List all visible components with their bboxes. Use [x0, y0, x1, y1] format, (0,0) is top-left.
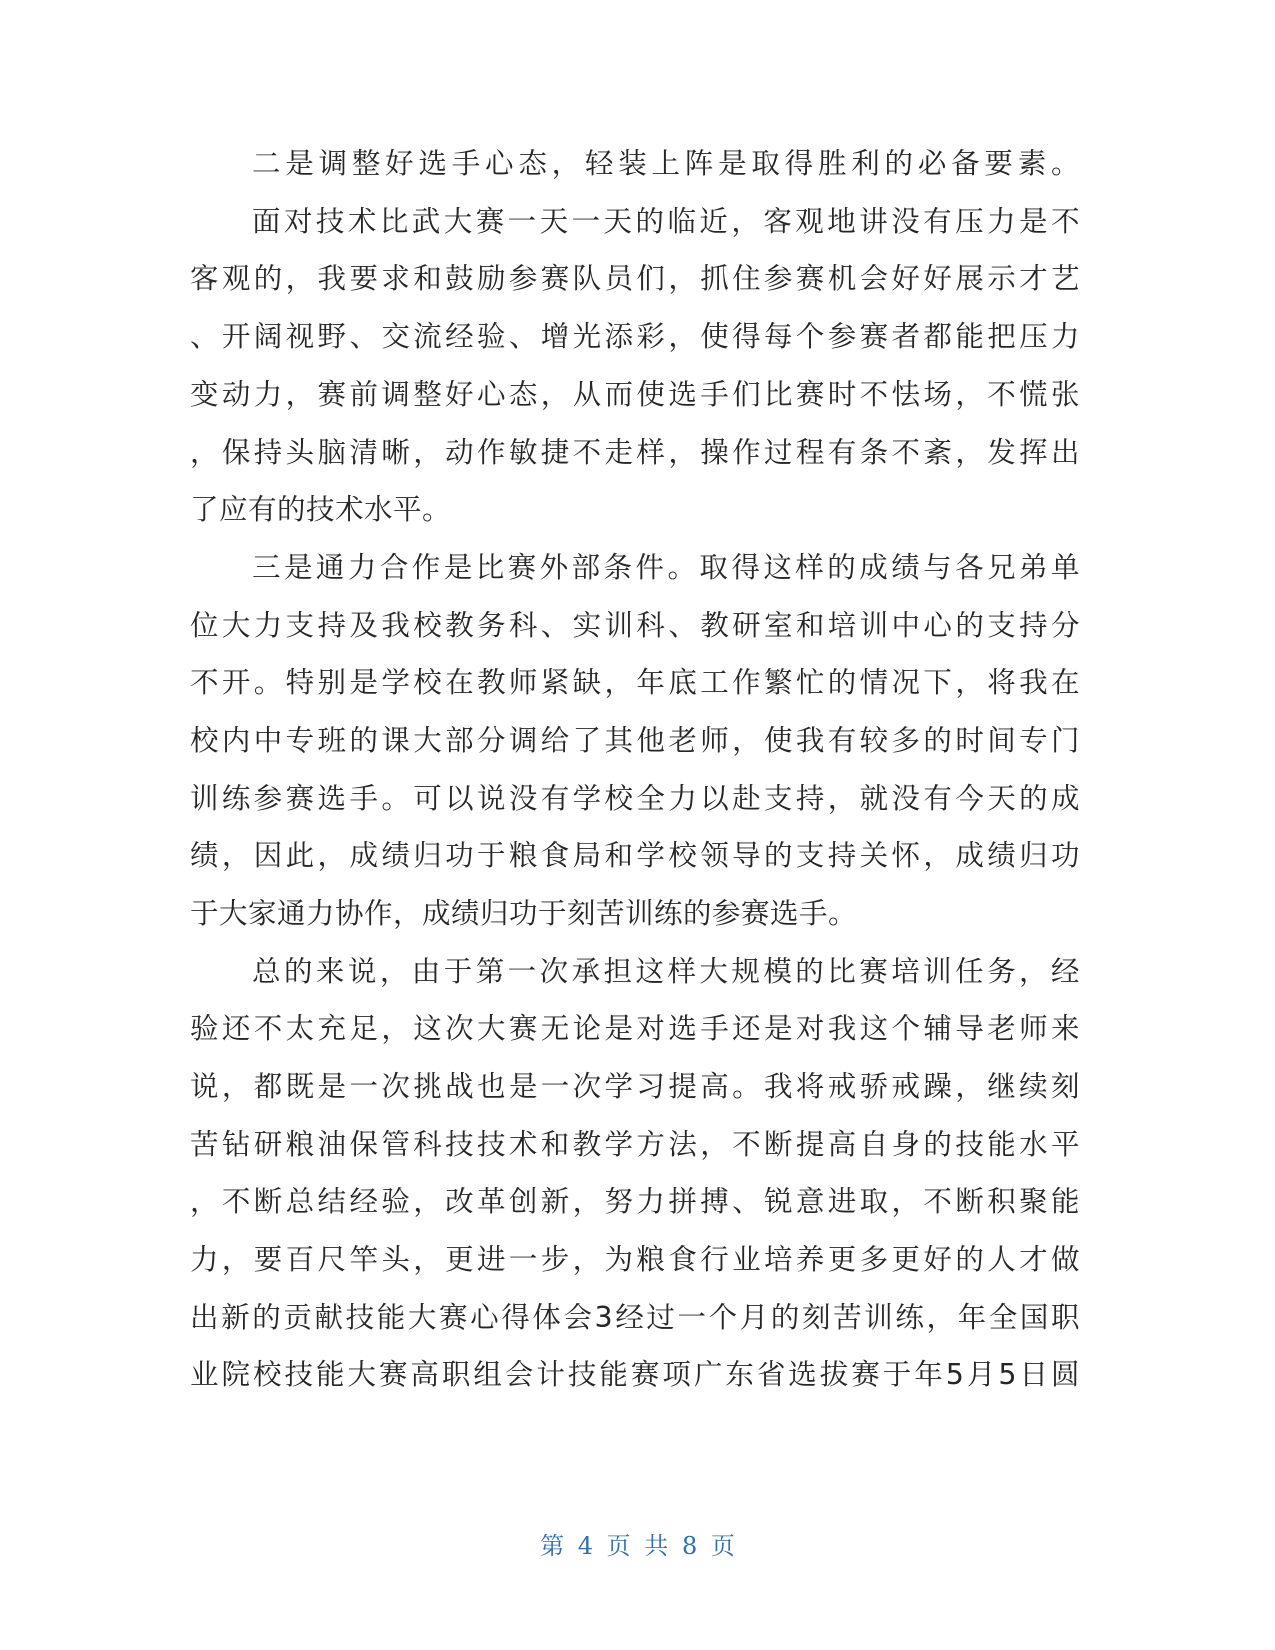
text-line: 了应有的技术水平。 [190, 493, 452, 526]
text-line: 三是通力合作是比赛外部条件。取得这样的成绩与各兄弟单 [252, 551, 1080, 584]
page-number: 第 4 页 共 8 页 [540, 1532, 735, 1560]
text-line: 训练参赛选手。可以说没有学校全力以赴支持，就没有今天的成 [190, 782, 1080, 815]
text-line: 出新的贡献技能大赛心得体会3经过一个月的刻苦训练，年全国职 [190, 1301, 1080, 1334]
text-line: 不开。特别是学校在教师紧缺，年底工作繁忙的情况下，将我在 [190, 666, 1080, 699]
text-line: 、开阔视野、交流经验、增光添彩，使得每个参赛者都能把压力 [190, 320, 1080, 353]
text-line: 校内中专班的课大部分调给了其他老师，使我有较多的时间专门 [190, 724, 1080, 757]
text-line: 验还不太充足，这次大赛无论是对选手还是对我这个辅导老师来 [190, 1012, 1080, 1045]
text-line: 二是调整好选手心态，轻装上阵是取得胜利的必备要素。 [252, 147, 1080, 180]
text-line: 说，都既是一次挑战也是一次学习提高。我将戒骄戒躁，继续刻 [190, 1070, 1080, 1103]
text-line: 面对技术比武大赛一天一天的临近，客观地讲没有压力是不 [252, 205, 1080, 238]
text-line: ，保持头脑清晰，动作敏捷不走样，操作过程有条不紊，发挥出 [190, 436, 1080, 469]
text-line: ，不断总结经验，改革创新，努力拼搏、锐意进取，不断积聚能 [190, 1185, 1080, 1218]
text-line: 总的来说，由于第一次承担这样大规模的比赛培训任务，经 [252, 955, 1080, 988]
text-line: 客观的，我要求和鼓励参赛队员们，抓住参赛机会好好展示才艺 [190, 262, 1080, 295]
text-line: 绩，因此，成绩归功于粮食局和学校领导的支持关怀，成绩归功 [190, 839, 1080, 872]
text-line: 位大力支持及我校教务科、实训科、教研室和培训中心的支持分 [190, 609, 1080, 642]
text-line: 于大家通力协作，成绩归功于刻苦训练的参赛选手。 [190, 897, 858, 930]
text-line: 变动力，赛前调整好心态，从而使选手们比赛时不怯场，不慌张 [190, 378, 1080, 411]
text-line: 业院校技能大赛高职组会计技能赛项广东省选拔赛于年5月5日圆 [190, 1358, 1080, 1391]
text-line: 苦钻研粮油保管科技技术和教学方法，不断提高自身的技能水平 [190, 1128, 1080, 1161]
text-line: 力，要百尺竿头，更进一步，为粮食行业培养更多更好的人才做 [190, 1243, 1080, 1276]
